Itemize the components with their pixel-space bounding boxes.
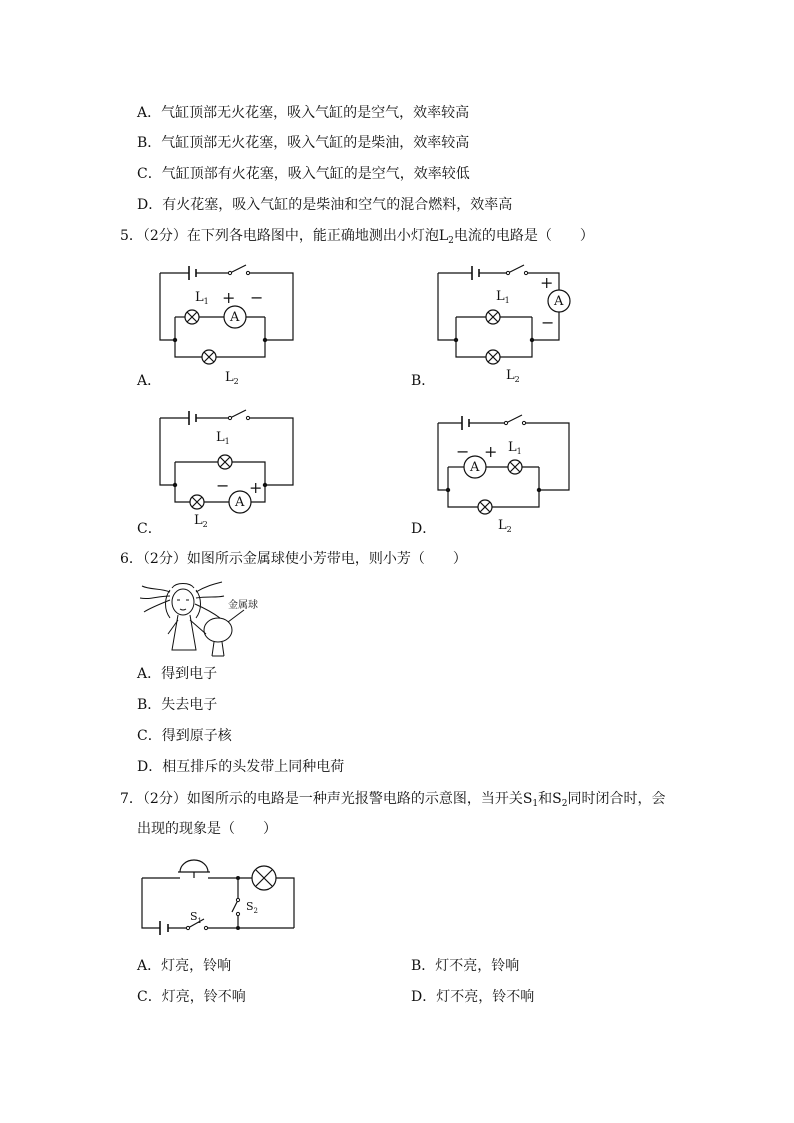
switch-s2-label: $S_2$ xyxy=(246,900,259,915)
ammeter-label: A xyxy=(230,310,240,325)
q4-option-a: A．气缸顶部无火花塞，吸入气缸的是空气，效率较高 xyxy=(137,105,470,121)
q5-circuit-c xyxy=(150,400,310,532)
lamp-label-l1: $L_1$ xyxy=(195,290,209,306)
q7-option-a: A．灯亮，铃响 xyxy=(137,958,232,974)
q5-stem: 5．（2分）在下列各电路图中，能正确地测出小灯泡$L_2$电流的电路是（ ） xyxy=(120,228,594,246)
q6-option-b: B．失去电子 xyxy=(137,697,218,713)
q5-option-b-label: B． xyxy=(411,373,436,389)
q5-circuit-b xyxy=(426,255,586,385)
plus-sign: + xyxy=(222,288,236,307)
lamp-label-l2: $L_2$ xyxy=(194,513,208,529)
ammeter-label: A xyxy=(554,294,564,309)
plus-sign: + xyxy=(249,478,263,497)
lamp-label-l1: $L_1$ xyxy=(508,440,522,456)
lamp-label-l2: $L_2$ xyxy=(225,370,239,385)
q4-option-c: C．气缸顶部有火花塞，吸入气缸的是空气，效率较低 xyxy=(137,166,470,182)
q7-alarm-circuit xyxy=(138,850,298,940)
q7-option-d: D．灯不亮，铃不响 xyxy=(411,989,535,1005)
q7-option-c: C．灯亮，铃不响 xyxy=(137,989,246,1005)
q6-option-a: A．得到电子 xyxy=(137,666,218,682)
q7-stem-line2: 出现的现象是（ ） xyxy=(137,821,277,837)
plus-sign: + xyxy=(484,442,498,461)
minus-sign: − xyxy=(456,442,470,461)
q6-option-c: C．得到原子核 xyxy=(137,728,232,744)
q5-option-d-label: D． xyxy=(411,521,437,537)
lamp-label-l1: $L_1$ xyxy=(216,430,230,446)
minus-sign: − xyxy=(216,476,230,495)
lamp-label-l2: $L_2$ xyxy=(498,518,512,534)
q4-option-d: D．有火花塞，吸入气缸的是柴油和空气的混合燃料，效率高 xyxy=(137,197,513,213)
q6-option-d: D．相互排斥的头发带上同种电荷 xyxy=(137,759,345,775)
q6-figure-girl-metal-ball xyxy=(140,578,280,658)
metal-ball-label: 金属球 xyxy=(228,600,258,611)
q5-option-a-label: A． xyxy=(137,373,162,389)
switch-s1-label: $S_1$ xyxy=(190,910,203,925)
lamp-label-l2: $L_2$ xyxy=(506,368,520,384)
q6-stem: 6．（2分）如图所示金属球使小芳带电，则小芳（ ） xyxy=(120,551,467,567)
q5-option-c-label: C． xyxy=(137,521,162,537)
ammeter-label: A xyxy=(470,460,480,475)
q7-option-b: B．灯不亮，铃响 xyxy=(411,958,520,974)
q7-stem-line1: 7．（2分）如图所示的电路是一种声光报警电路的示意图，当开关$S_1$和$S_2$同时闭合时，会 xyxy=(120,791,666,809)
ammeter-label: A xyxy=(235,495,245,510)
plus-sign: + xyxy=(540,273,554,292)
q5-circuit-d xyxy=(426,405,586,535)
q4-option-b: B．气缸顶部无火花塞，吸入气缸的是柴油，效率较高 xyxy=(137,135,470,151)
q5-circuit-a xyxy=(150,255,310,385)
lamp-label-l1: $L_1$ xyxy=(496,289,510,305)
minus-sign: − xyxy=(541,313,555,332)
minus-sign: − xyxy=(250,288,264,307)
